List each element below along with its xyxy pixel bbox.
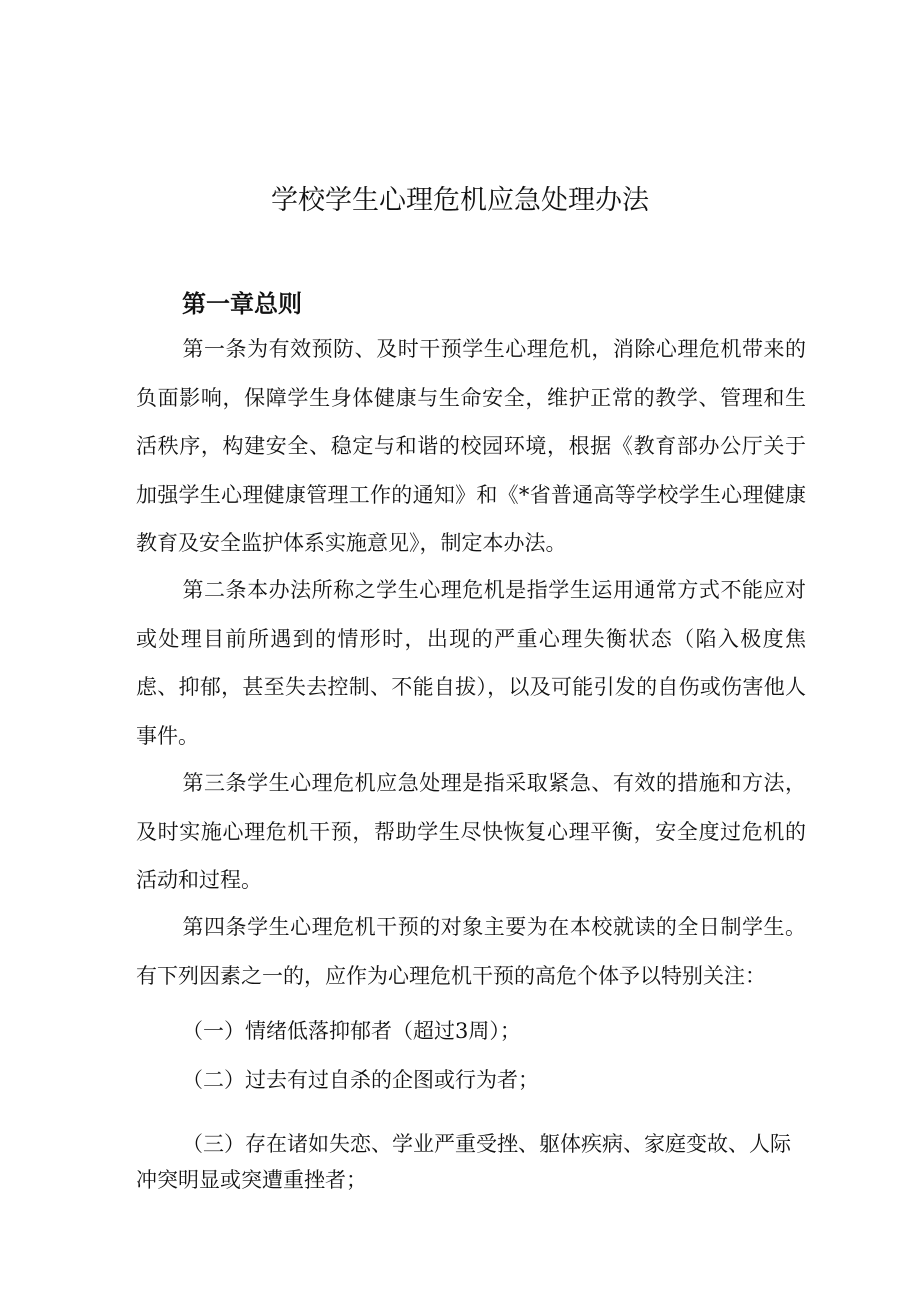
chapter-heading: 第一章总则 bbox=[182, 290, 302, 318]
article-3 bbox=[136, 759, 806, 905]
list-item-1: （一）情绪低落抑郁者（超过3周）； bbox=[182, 1019, 521, 1043]
article-2-text: 第二条本办法所称之学生心理危机是指学生运用通常方式不能应对或处理目前所遇到的情形时，出现的严重心理失衡状态（陷入极度焦虑、抑郁，甚至失去控制、不能自拔），以及可能引发的自伤或伤害他人事件。 bbox=[136, 578, 806, 748]
article-4 bbox=[136, 903, 806, 1000]
article-1-text: 第一条为有效预防、及时干预学生心理危机，消除心理危机带来的负面影响，保障学生身体健康与生命安全，维护正常的教学、管理和生活秩序，构建安全、稳定与和谐的校园环境，根据《教育部办公厅关于加强学生心理健康管理工作的通知》和《*省普通高等学校学生心理健康教育及安全监护体系实施意见》，制定本办法。 bbox=[136, 337, 806, 555]
article-4-text: 第四条学生心理危机干预的对象主要为在本校就读的全日制学生。有下列因素之一的，应作为心理危机干预的高危个体予以特别关注： bbox=[136, 915, 806, 988]
article-1 bbox=[136, 325, 806, 568]
list-item-3: （三）存在诸如失恋、学业严重受挫、躯体疾病、家庭变故、人际冲突明显或突遭重挫者； bbox=[136, 1132, 791, 1192]
document-title: 学校学生心理危机应急处理办法 bbox=[271, 185, 649, 216]
article-3-text: 第三条学生心理危机应急处理是指采取紧急、有效的措施和方法，及时实施心理危机干预，帮助学生尽快恢复心理平衡，安全度过危机的活动和过程。 bbox=[136, 771, 806, 892]
article-2 bbox=[136, 566, 806, 760]
list-item-2: （二）过去有过自杀的企图或行为者； bbox=[182, 1068, 539, 1092]
